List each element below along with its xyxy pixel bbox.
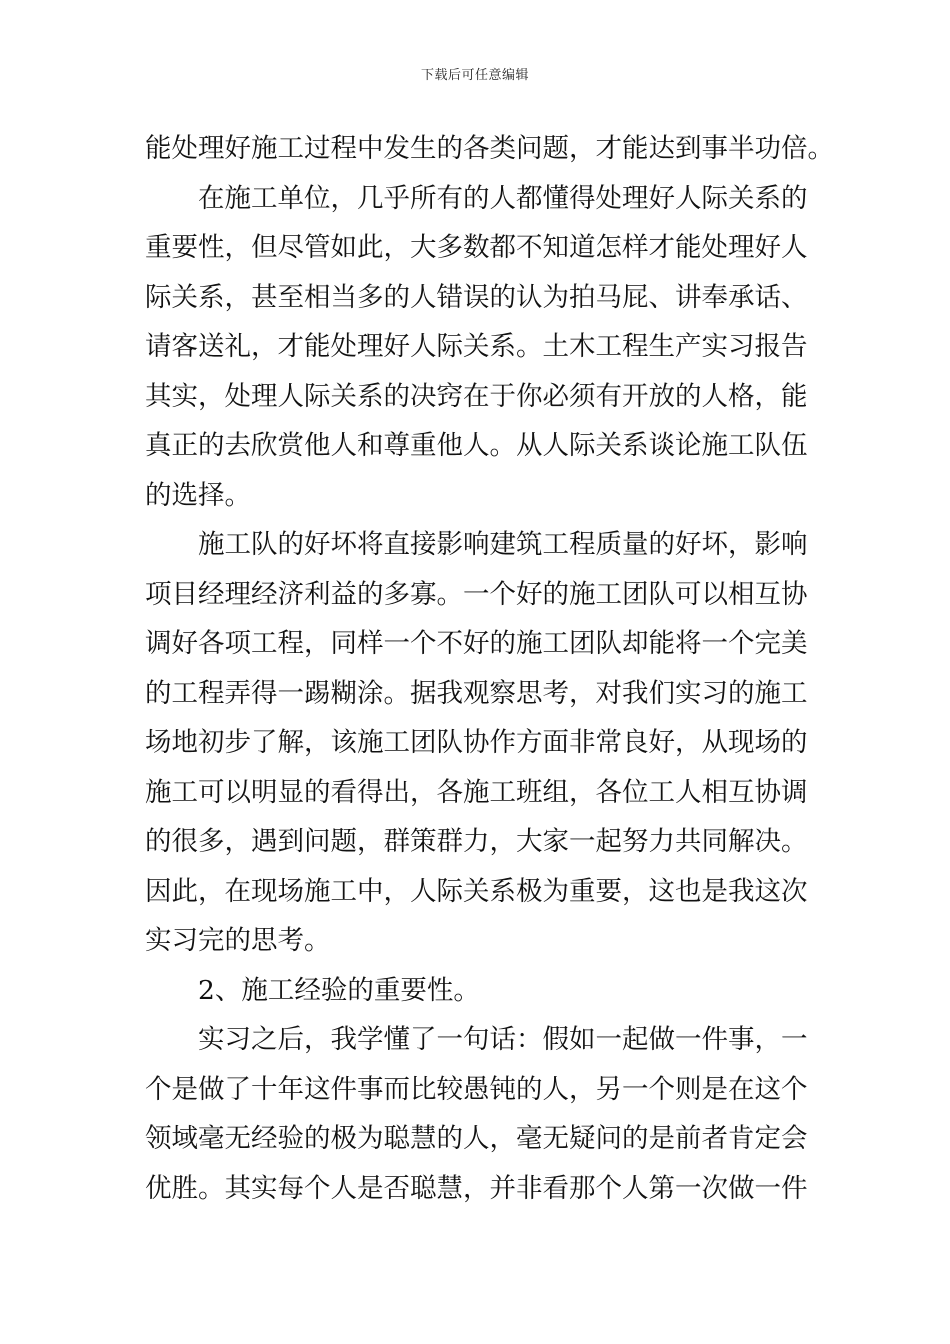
text-line: 场地初步了解，该施工团队协作方面非常良好，从现场的 <box>145 727 808 758</box>
text-line: 其实，处理人际关系的决窍在于你必须有开放的人格，能 <box>145 380 808 412</box>
text-line: 项目经理经济利益的多寡。一个好的施工团队可以相互协 <box>145 578 808 610</box>
text-line: 能处理好施工过程中发生的各类问题，才能达到事半功倍。 <box>145 133 834 164</box>
text-line: 的选择。 <box>145 479 251 511</box>
text-line: 真正的去欣赏他人和尊重他人。从人际关系谈论施工队伍 <box>145 430 808 461</box>
text-line: 因此，在现场施工中，人际关系极为重要，这也是我这次 <box>145 875 808 907</box>
text-line: 施工可以明显的看得出，各施工班组，各位工人相互协调 <box>145 776 808 808</box>
document-body <box>145 124 834 1213</box>
text-line: 在施工单位，几乎所有的人都懂得处理好人际关系的 <box>198 182 808 214</box>
text-line: 实习之后，我学懂了一句话：假如一起做一件事，一 <box>198 1024 808 1055</box>
text-line: 实习完的思考。 <box>145 925 331 956</box>
text-line: 请客送礼，才能处理好人际关系。土木工程生产实习报告 <box>145 331 808 362</box>
text-line: 领域毫无经验的极为聪慧的人，毫无疑问的是前者肯定会 <box>145 1123 808 1154</box>
text-line: 个是做了十年这件事而比较愚钝的人，另一个则是在这个 <box>145 1073 808 1105</box>
page-header: 下载后可任意编辑 <box>420 68 529 83</box>
text-line: 调好各项工程，同样一个不好的施工团队却能将一个完美 <box>145 628 808 659</box>
text-line: 的工程弄得一踢糊涂。据我观察思考，对我们实习的施工 <box>145 677 808 709</box>
text-line: 2、施工经验的重要性。 <box>198 974 480 1006</box>
text-line: 施工队的好坏将直接影响建筑工程质量的好坏，影响 <box>198 529 808 560</box>
text-line: 重要性，但尽管如此，大多数都不知道怎样才能处理好人 <box>145 232 808 263</box>
text-line: 际关系，甚至相当多的人错误的认为拍马屁、讲奉承话、 <box>145 281 808 313</box>
text-line: 的很多，遇到问题，群策群力，大家一起努力共同解决。 <box>145 826 808 857</box>
text-line: 优胜。其实每个人是否聪慧，并非看那个人第一次做一件 <box>145 1172 808 1204</box>
